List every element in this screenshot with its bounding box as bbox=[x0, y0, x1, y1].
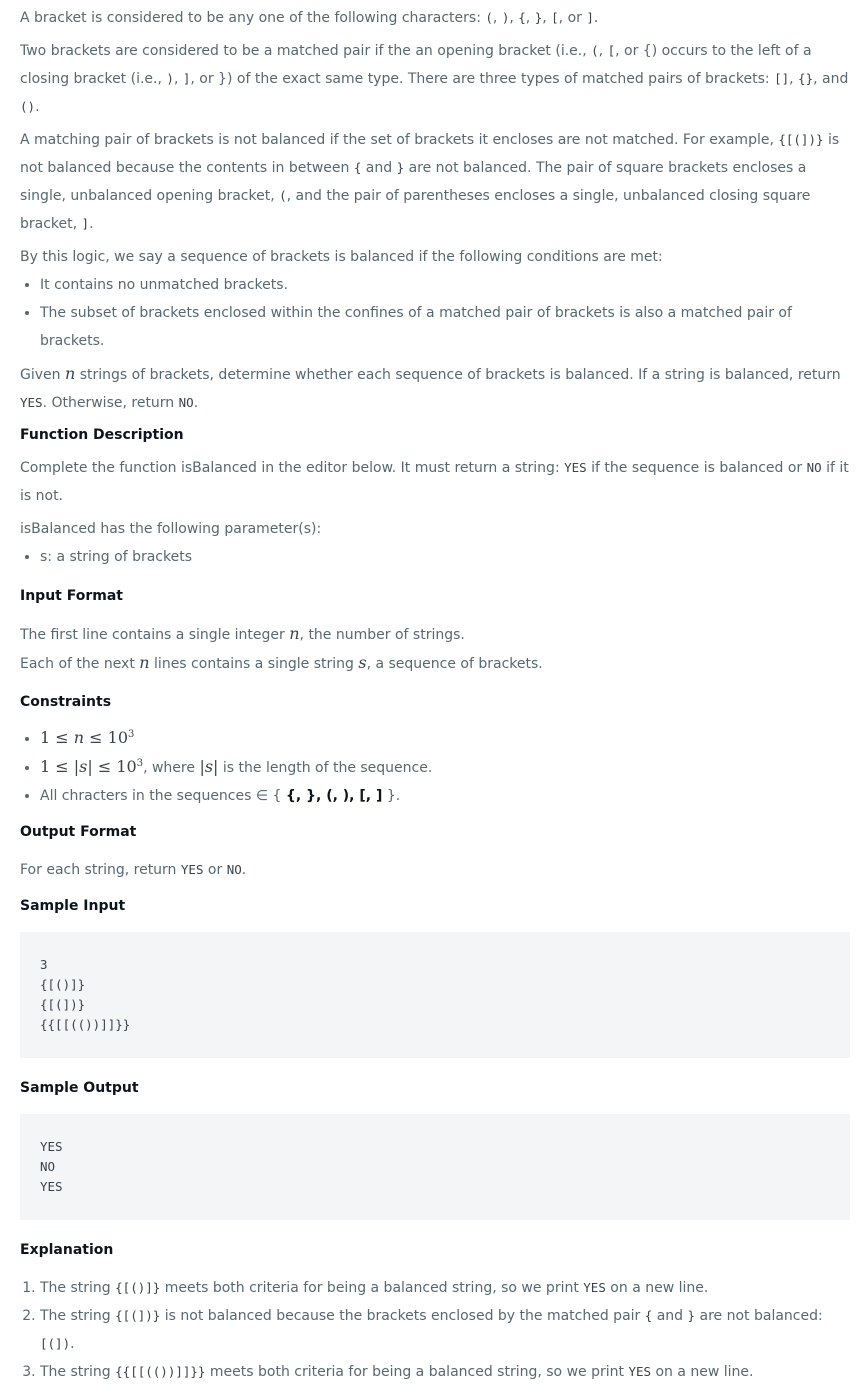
list-item: 2. The string {[(])} is not balanced because the brackets enclosed by the matched pair { and } are not balanced: [(]). bbox=[40, 1302, 850, 1358]
constraint-n: • $1 \le n \le 10^3$ bbox=[40, 724, 850, 753]
math-n: n bbox=[64, 364, 76, 383]
code-example: {[(])} bbox=[778, 132, 824, 147]
code-pair-brace: {} bbox=[798, 71, 814, 86]
code-open-brace: { bbox=[518, 10, 526, 25]
balanced-conditions-intro: By this logic, we say a sequence of brackets is balanced if the following conditions are met: bbox=[20, 249, 663, 265]
output-format-text: For each string, return YES or NO. bbox=[20, 862, 247, 878]
sample-input-heading: Sample Input bbox=[20, 898, 126, 914]
explanation-heading: Explanation bbox=[20, 1242, 114, 1258]
bracket-definition: A bracket is considered to be any one of the following characters: (, ), {, }, [, or ]. bbox=[20, 10, 599, 26]
explanation-list bbox=[20, 1274, 850, 1386]
input-format-line1: The first line contains a single integer n, the number of strings. bbox=[20, 624, 465, 643]
problem-statement bbox=[0, 4, 860, 1386]
code-open-square: [ bbox=[551, 10, 559, 25]
code-close-square: ] bbox=[586, 10, 594, 25]
constraint-charset: • All chracters in the sequences ∈ { {, }, (, ), [, ] }. bbox=[40, 782, 850, 810]
constraints-list bbox=[20, 724, 850, 810]
input-format-line2: Each of the next n lines contains a single string s, a sequence of brackets. bbox=[20, 653, 543, 672]
sample-output-code: YES NO YES bbox=[20, 1114, 850, 1220]
function-description-text: Complete the function isBalanced in the editor below. It must return a string: YES if the sequence is balanced or NO if it is not. bbox=[20, 460, 849, 504]
code-close-paren: ) bbox=[501, 10, 510, 25]
code-pair-square: [] bbox=[774, 71, 790, 86]
matched-pair-definition: Two brackets are considered to be a matched pair if the an opening bracket (i.e., (, [, or {) occurs to the left of a closing bracket (i.e., ), ], or }) of the exact same type. There are three types of matched pairs of brackets: [], {}, and (). bbox=[20, 43, 849, 115]
parameters-list bbox=[20, 543, 850, 571]
input-format-heading: Input Format bbox=[20, 588, 123, 604]
code-open-paren: ( bbox=[485, 10, 493, 25]
list-item: 3. The string {{[[(())]]}} meets both criteria for being a balanced string, so we print YES on a new line. bbox=[40, 1358, 850, 1386]
parameters-label: isBalanced has the following parameter(s): bbox=[20, 521, 322, 537]
list-item: • The subset of brackets enclosed within the confines of a matched pair of brackets is also a matched pair of brackets. bbox=[40, 299, 850, 355]
code-pair-paren: () bbox=[20, 99, 36, 114]
list-item: 1. The string {[()]} meets both criteria for being a balanced string, so we print YES on a new line. bbox=[40, 1274, 850, 1302]
sample-input-code: 3 {[()]} {[(])} {{[[(())]]}} bbox=[20, 932, 850, 1058]
constraint-length: • $1 \le |s| \le 10^3$, where |s| is the length of the sequence. bbox=[40, 753, 850, 782]
output-format-heading: Output Format bbox=[20, 824, 137, 840]
task-statement: Given n strings of brackets, determine whether each sequence of brackets is balanced. If a string is balanced, return YES. Otherwise, return NO. bbox=[20, 364, 841, 411]
function-description-heading: Function Description bbox=[20, 427, 184, 443]
sample-output-heading: Sample Output bbox=[20, 1080, 139, 1096]
list-item: • s: a string of brackets bbox=[40, 543, 850, 571]
code-close-brace: } bbox=[534, 10, 543, 25]
constraints-heading: Constraints bbox=[20, 694, 112, 710]
list-item: • It contains no unmatched brackets. bbox=[40, 271, 850, 299]
unbalanced-example: A matching pair of brackets is not balanced if the set of brackets it encloses are not matched. For example, {[(])} is not balanced because the contents in between { and } are not balanced. The pair of square brackets encloses a single, unbalanced opening bracket, (, and the pair of parentheses encloses a single, unbalanced closing square bracket, ]. bbox=[20, 132, 840, 232]
conditions-list bbox=[20, 271, 850, 355]
